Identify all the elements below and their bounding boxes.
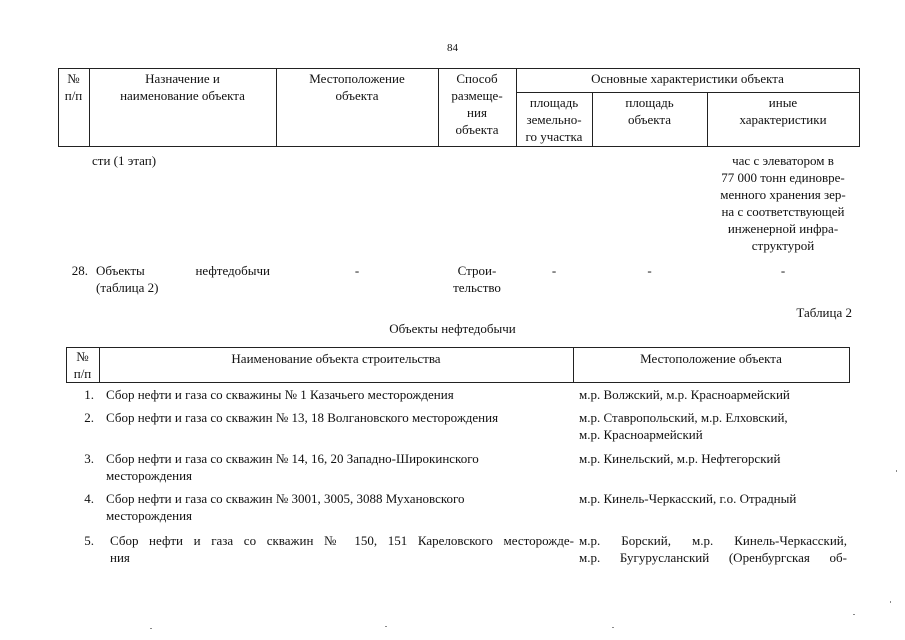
t2-row-location: м.р. Ставропольский, м.р. Елховский, м.р. Красноармейский bbox=[579, 410, 788, 442]
t1-row28-purpose: Объекты нефтедобычи (таблица 2) bbox=[96, 263, 270, 295]
t1-row28-method: Строи- тельство bbox=[453, 263, 501, 295]
t2-row-name: Сбор нефти и газа со скважин № 3001, 3005, 3088 Мухановского месторождения bbox=[106, 491, 465, 523]
t1-header-num: № п/п bbox=[64, 71, 83, 103]
t1-header-land-area: площадь земельно- го участка bbox=[525, 95, 583, 144]
t2-row-num: 5. bbox=[84, 533, 94, 548]
t1-header-main-chars: Основные характеристики объекта bbox=[591, 71, 784, 86]
t1-row28-land-area: - bbox=[551, 263, 557, 278]
t2-row-num: 2. bbox=[84, 410, 94, 425]
t2-header-num: № п/п bbox=[73, 349, 92, 381]
t1-header-location: Местоположение объекта bbox=[309, 71, 405, 103]
t2-row-num: 4. bbox=[84, 491, 94, 506]
t1-row28-other: - bbox=[780, 263, 786, 278]
t2-header-location: Местоположение объекта bbox=[640, 351, 782, 366]
t2-header-name: Наименование объекта строительства bbox=[231, 351, 441, 366]
table2-title: Объекты нефтедобычи bbox=[389, 321, 516, 336]
table2-label: Таблица 2 bbox=[796, 305, 852, 320]
t2-row-name: Сбор нефти и газа со скважины № 1 Казачьего месторождения bbox=[106, 387, 454, 402]
t1-header-purpose: Назначение и наименование объекта bbox=[120, 71, 245, 103]
t1-header-object-area: площадь объекта bbox=[625, 95, 674, 127]
t2-row-location: м.р. Борский, м.р. Кинель-Черкасский, м.р. Бугурусланский (Оренбургская об- bbox=[579, 533, 847, 565]
t2-row-location: м.р. Кинель-Черкасский, г.о. Отрадный bbox=[579, 491, 797, 506]
t2-row-location: м.р. Кинельский, м.р. Нефтегорский bbox=[579, 451, 781, 466]
t2-row-location: м.р. Волжский, м.р. Красноармейский bbox=[579, 387, 790, 402]
t2-row-name: Сбор нефти и газа со скважин № 150, 151 Кареловского месторожде- ния bbox=[110, 533, 574, 565]
t2-row-name: Сбор нефти и газа со скважин № 14, 16, 20 Западно-Широкинского месторождения bbox=[106, 451, 479, 483]
t2-row-num: 1. bbox=[84, 387, 94, 402]
t2-row-name: Сбор нефти и газа со скважин № 13, 18 Волгановского месторождения bbox=[106, 410, 499, 425]
page-number: 84 bbox=[447, 42, 458, 54]
t1-row28-location: - bbox=[354, 263, 360, 278]
t1-row28-object-area: - bbox=[647, 263, 652, 278]
t1-continued-other: час с элеватором в 77 000 тонн единовре- менного хранения зер- на с соответствующей инженерной инфра- структурой bbox=[720, 153, 846, 253]
t1-header-method: Способ размеще- ния объекта bbox=[451, 71, 503, 137]
t1-row28-num: 28. bbox=[71, 263, 88, 278]
t2-row-num: 3. bbox=[84, 451, 94, 466]
t1-continued-purpose: сти (1 этап) bbox=[92, 153, 157, 168]
t1-header-other-chars: иные характеристики bbox=[739, 95, 827, 127]
